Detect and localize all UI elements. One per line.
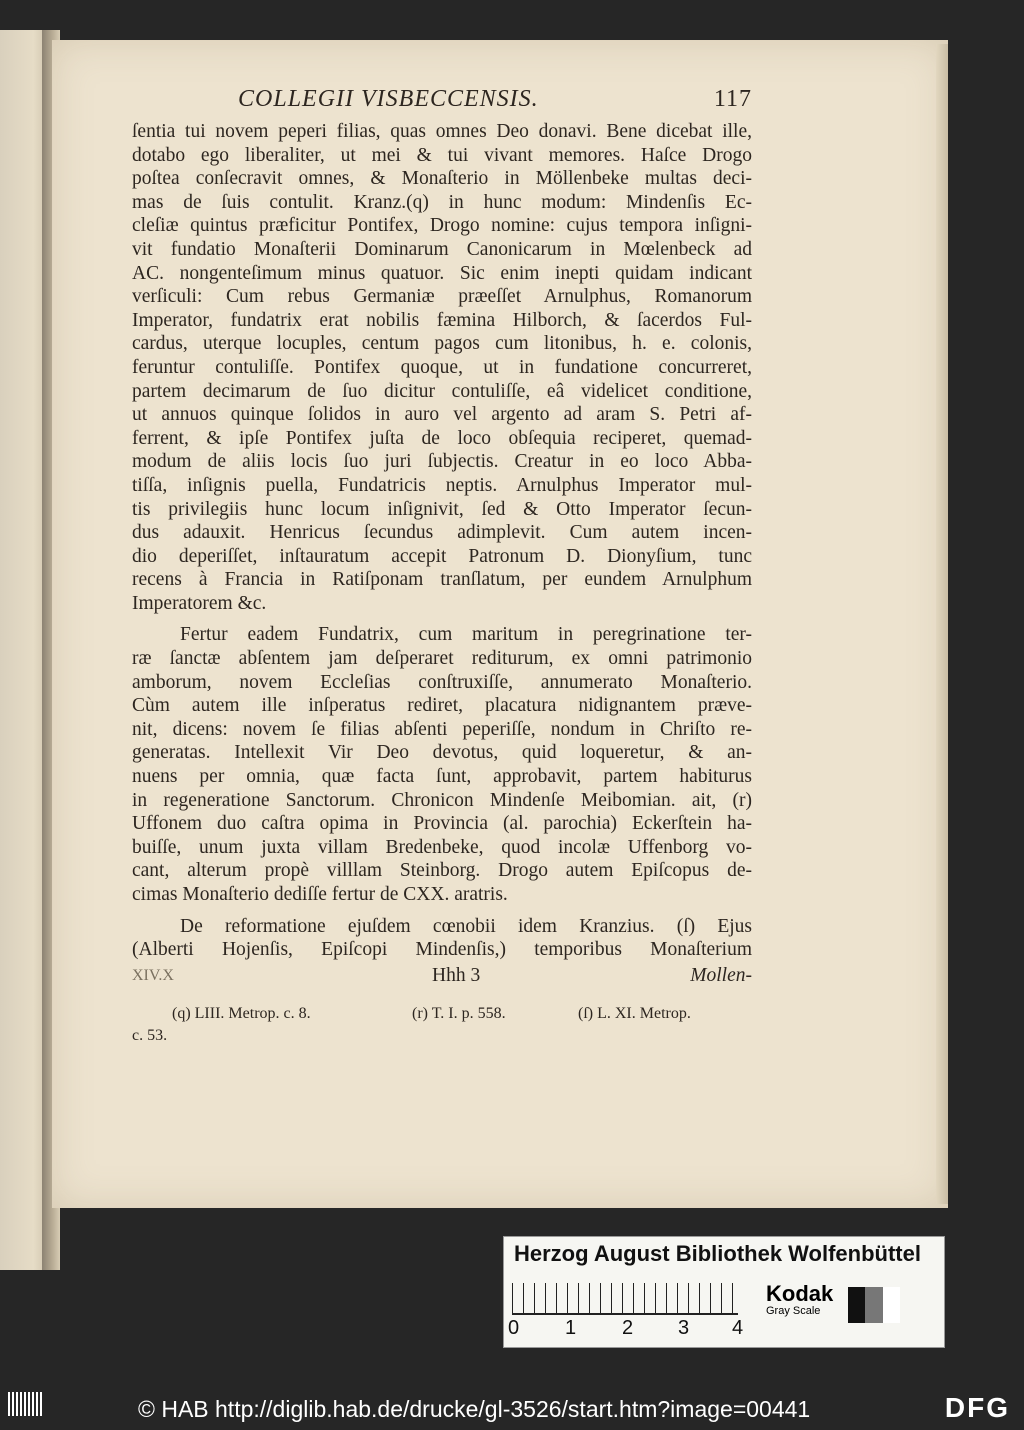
text-line: dus adauxit. Henricus ſecundus adimplevit. Cum autem incen- (132, 522, 752, 544)
running-header (132, 88, 752, 120)
gray-scale-label: Gray Scale (766, 1305, 821, 1317)
text-line: AC. nongenteſimum minus quatuor. Sic enim inepti quidam indicant (132, 262, 752, 284)
ruler-number: 0 (508, 1317, 520, 1339)
facing-page-edge (0, 30, 48, 1270)
kodak-label: Kodak (766, 1281, 834, 1306)
text-line: partem decimarum de ſuo dicitur contuliſſe, eâ videlicet conditione, (132, 380, 752, 402)
text-line: nuens per omnia, quæ facta ſunt, approbavit, partem habiturus (132, 766, 752, 788)
paragraph-3 (132, 915, 752, 962)
text-line: Imperatorem &c. (132, 592, 267, 614)
library-name: Herzog August Bibliothek Wolfenbüttel (514, 1241, 921, 1266)
text-line: ſentia tui novem peperi filias, quas omnes Deo donavi. Bene dicebat ille, (132, 121, 752, 142)
text-line: in regeneratione Sanctorum. Chronicon Mindenſe Meibomian. ait, (r) (132, 789, 752, 811)
text-line: cant, alterum propè villlam Steinborg. Drogo autem Epiſcopus de- (132, 860, 752, 882)
text-line: feruntur contuliſſe. Pontifex quoque, ut in fundatione concurreret, (132, 356, 752, 378)
paragraph-2 (132, 623, 752, 906)
text-line: mas de ſuis contulit. Kranz.(q) in hunc modum: Mindenſis Ec- (132, 191, 752, 213)
dfg-logo: DFG (944, 1392, 1010, 1423)
text-line: cimas Monaſterio dediſſe fertur de CXX. aratris. (132, 884, 508, 905)
text-line: cardus, uterque locuples, centum pagos cum litonibus, h. e. colonis, (132, 333, 752, 355)
text-line: Fertur eadem Fundatrix, cum maritum in peregrinatione ter- (180, 624, 752, 646)
page-text (132, 88, 752, 1046)
library-color-target (503, 1236, 945, 1348)
text-line: ut annuos quinque ſolidos in auro vel argento ad aram S. Petri af- (132, 404, 752, 426)
gray-scale-swatches (848, 1287, 900, 1323)
footnote-s: (ſ) L. XI. Metrop. (578, 1004, 691, 1022)
scale-ruler (512, 1283, 738, 1315)
page-number: 117 (713, 86, 752, 112)
text-line: vit fundatio Monaſterii Dominarum Canonicarum in Mœlenbeck ad (132, 238, 752, 260)
text-line: ræ ſanctæ abſentem jam deſperaret rediturum, ex omni patrimonio (132, 648, 752, 670)
barcode-icon (8, 1392, 42, 1416)
text-line: cleſiæ quintus præficitur Pontifex, Drogo nomine: cujus tempora inſigni- (132, 215, 752, 237)
text-line: Cùm autem ille inſperatus rediret, placatura nidignantem præve- (132, 695, 752, 717)
text-line: modum de aliis locis ſuo juri ſubjectis. Creatur in eo loco Abba- (132, 451, 752, 473)
text-line: buiſſe, unum juxta villam Bredenbeke, quod incolæ Uffenborg vo- (132, 836, 752, 858)
text-line: verſiculi: Cum rebus Germaniæ præeſſet Arnulphus, Romanorum (132, 286, 752, 308)
text-line: tiſſa, inſignis puella, Fundatricis neptis. Arnulphus Imperator mul- (132, 474, 752, 496)
text-line: poſtea conſecravit omnes, & Monaſterio in Möllenbeke multas deci- (132, 168, 752, 190)
footer-bar (0, 1384, 1024, 1430)
footnote-r: (r) T. I. p. 558. (412, 1004, 506, 1022)
text-line: Imperator, fundatrix erat nobilis fæmina Hilborch, & ſacerdos Ful- (132, 309, 752, 331)
signature-line (132, 964, 752, 990)
footnotes (132, 1002, 752, 1046)
text-line: Uffonem duo caſtra opima in Provincia (al. parochia) Eckerſtein ha- (132, 813, 752, 835)
ruler-number: 2 (622, 1317, 634, 1339)
footnote-continuation: c. 53. (132, 1026, 168, 1044)
text-line: generatas. Intellexit Vir Deo devotus, quid loqueretur, & an- (132, 742, 752, 764)
running-title: COLLEGII VISBECCENSIS. (238, 86, 539, 112)
copyright-url[interactable]: © HAB http://diglib.hab.de/drucke/gl-3526/start.htm?image=00441 (138, 1396, 811, 1422)
paragraph-1 (132, 120, 752, 615)
text-line: tis privilegiis hunc locum inſignivit, ſed & Otto Imperator ſecun- (132, 498, 752, 520)
ruler-number: 1 (565, 1317, 577, 1339)
page-edge-shadow (936, 44, 948, 1204)
text-line: (Alberti Hojenſis, Epiſcopi Mindenſis,) temporibus Monaſterium (132, 939, 752, 961)
show-through-text: XIV.X (132, 966, 174, 984)
catchword: Mollen- (690, 964, 752, 986)
signature-mark: Hhh 3 (432, 964, 481, 986)
ruler-number: 4 (732, 1317, 744, 1339)
text-line: dio deperiſſet, inſtauratum accepit Patronum D. Dionyſium, tunc (132, 545, 752, 567)
text-line: De reformatione ejuſdem cœnobii idem Kranzius. (ſ) Ejus (180, 915, 752, 937)
text-line: amborum, novem Eccleſias conſtruxiſſe, annumerato Monaſterio. (132, 671, 752, 693)
ruler-number: 3 (678, 1317, 690, 1339)
text-line: nit, dicens: novem ſe filias abſenti peperiſſe, nondum in Chriſto re- (132, 718, 752, 740)
book-page (52, 40, 948, 1208)
footnote-q: (q) LIII. Metrop. c. 8. (172, 1004, 311, 1022)
text-line: dotabo ego liberaliter, ut mei & tui vivant memores. Haſce Drogo (132, 144, 752, 166)
text-line: recens à Francia in Ratiſponam tranſlatum, per eundem Arnulphum (132, 569, 752, 591)
text-line: ferrent, & ipſe Pontifex juſta de loco obſequia reciperet, quemad- (132, 427, 752, 449)
